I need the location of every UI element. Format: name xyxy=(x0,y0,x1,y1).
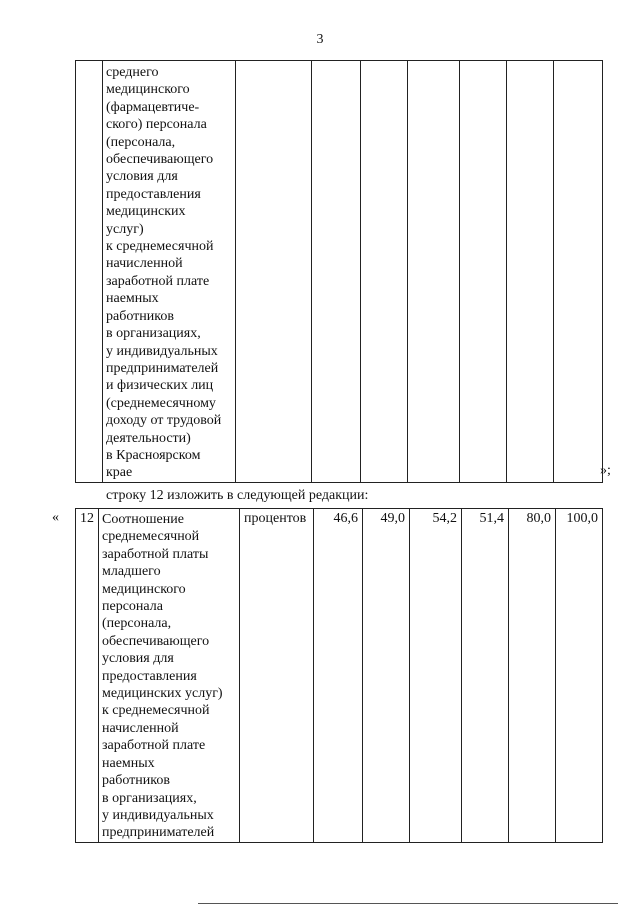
value-cell xyxy=(507,61,554,483)
description-line: к среднемесячной xyxy=(106,239,214,255)
description-line: медицинского xyxy=(106,82,190,98)
value-cell: 49,0 xyxy=(363,509,410,843)
description-line: (среднемесячному xyxy=(106,395,216,411)
indicator-description-cell xyxy=(99,509,240,843)
description-line: обеспечивающего xyxy=(106,152,214,168)
description-line: условия для xyxy=(106,169,178,185)
description-line: медицинских услуг) xyxy=(102,686,223,702)
value-cell: 46,6 xyxy=(314,509,363,843)
description-line: в Красноярском xyxy=(106,447,201,463)
row-number-cell: 12 xyxy=(76,509,99,843)
value-cell: 80,0 xyxy=(509,509,556,843)
table-row xyxy=(76,61,603,483)
description-line: наемных xyxy=(102,755,155,771)
description-line: и физических лиц xyxy=(106,378,214,394)
value-cell xyxy=(408,61,460,483)
value-cell: 51,4 xyxy=(462,509,509,843)
description-line: предпринимателей xyxy=(106,360,219,376)
description-line: работников xyxy=(106,308,174,324)
description-line: заработной плате xyxy=(106,273,210,289)
description-line: медицинского xyxy=(102,581,186,597)
value-cell xyxy=(554,61,603,483)
value-cell xyxy=(312,61,361,483)
value-cell xyxy=(460,61,507,483)
description-line: начисленной xyxy=(106,256,183,272)
table-row xyxy=(76,509,603,843)
description-line: заработной платы xyxy=(102,546,209,562)
description-line: начисленной xyxy=(102,720,179,736)
page-number: 3 xyxy=(316,32,324,47)
description-line: в организациях, xyxy=(102,790,197,806)
description-line: крае xyxy=(106,465,133,481)
table-continuation xyxy=(75,60,603,483)
description-line: среднего xyxy=(106,65,159,80)
description-line: заработной плате xyxy=(102,738,206,754)
description-line: (фармацевтиче- xyxy=(106,99,200,115)
description-line: младшего xyxy=(102,564,161,580)
description-line: к среднемесячной xyxy=(102,703,210,719)
description-line: среднемесячной xyxy=(102,529,200,545)
row-number-cell xyxy=(76,61,103,483)
value-cell xyxy=(361,61,408,483)
description-line: предоставления xyxy=(102,668,197,684)
description-line: у индивидуальных xyxy=(106,343,218,359)
description-line: Соотношение xyxy=(102,512,184,527)
description-line: персонала xyxy=(102,599,163,615)
indicator-description-cell xyxy=(103,61,236,483)
opening-quote-mark: « xyxy=(52,510,59,525)
description-line: предпринимателей xyxy=(102,825,215,841)
table-row-12 xyxy=(75,508,603,843)
description-line: доходу от трудовой xyxy=(106,413,222,429)
description-line: медицинских xyxy=(106,204,186,220)
description-line: наемных xyxy=(106,291,159,307)
description-line: (персонала, xyxy=(102,616,172,632)
description-line: обеспечивающего xyxy=(102,633,210,649)
unit-cell xyxy=(236,61,312,483)
description-line: ского) персонала xyxy=(106,117,207,133)
description-line: (персонала, xyxy=(106,134,176,150)
description-line: у индивидуальных xyxy=(102,807,214,823)
amendment-instruction: строку 12 изложить в следующей редакции: xyxy=(106,488,369,503)
bottom-rule xyxy=(198,903,618,904)
description-line: услуг) xyxy=(106,221,144,237)
value-cell: 54,2 xyxy=(410,509,462,843)
description-line: в организациях, xyxy=(106,326,201,342)
description-line: условия для xyxy=(102,651,174,667)
description-line: работников xyxy=(102,773,170,789)
description-line: предоставления xyxy=(106,186,201,202)
value-cell: 100,0 xyxy=(556,509,603,843)
description-line: деятельности) xyxy=(106,430,191,446)
closing-quote-mark: »; xyxy=(600,463,611,478)
unit-cell: процентов xyxy=(240,509,314,843)
